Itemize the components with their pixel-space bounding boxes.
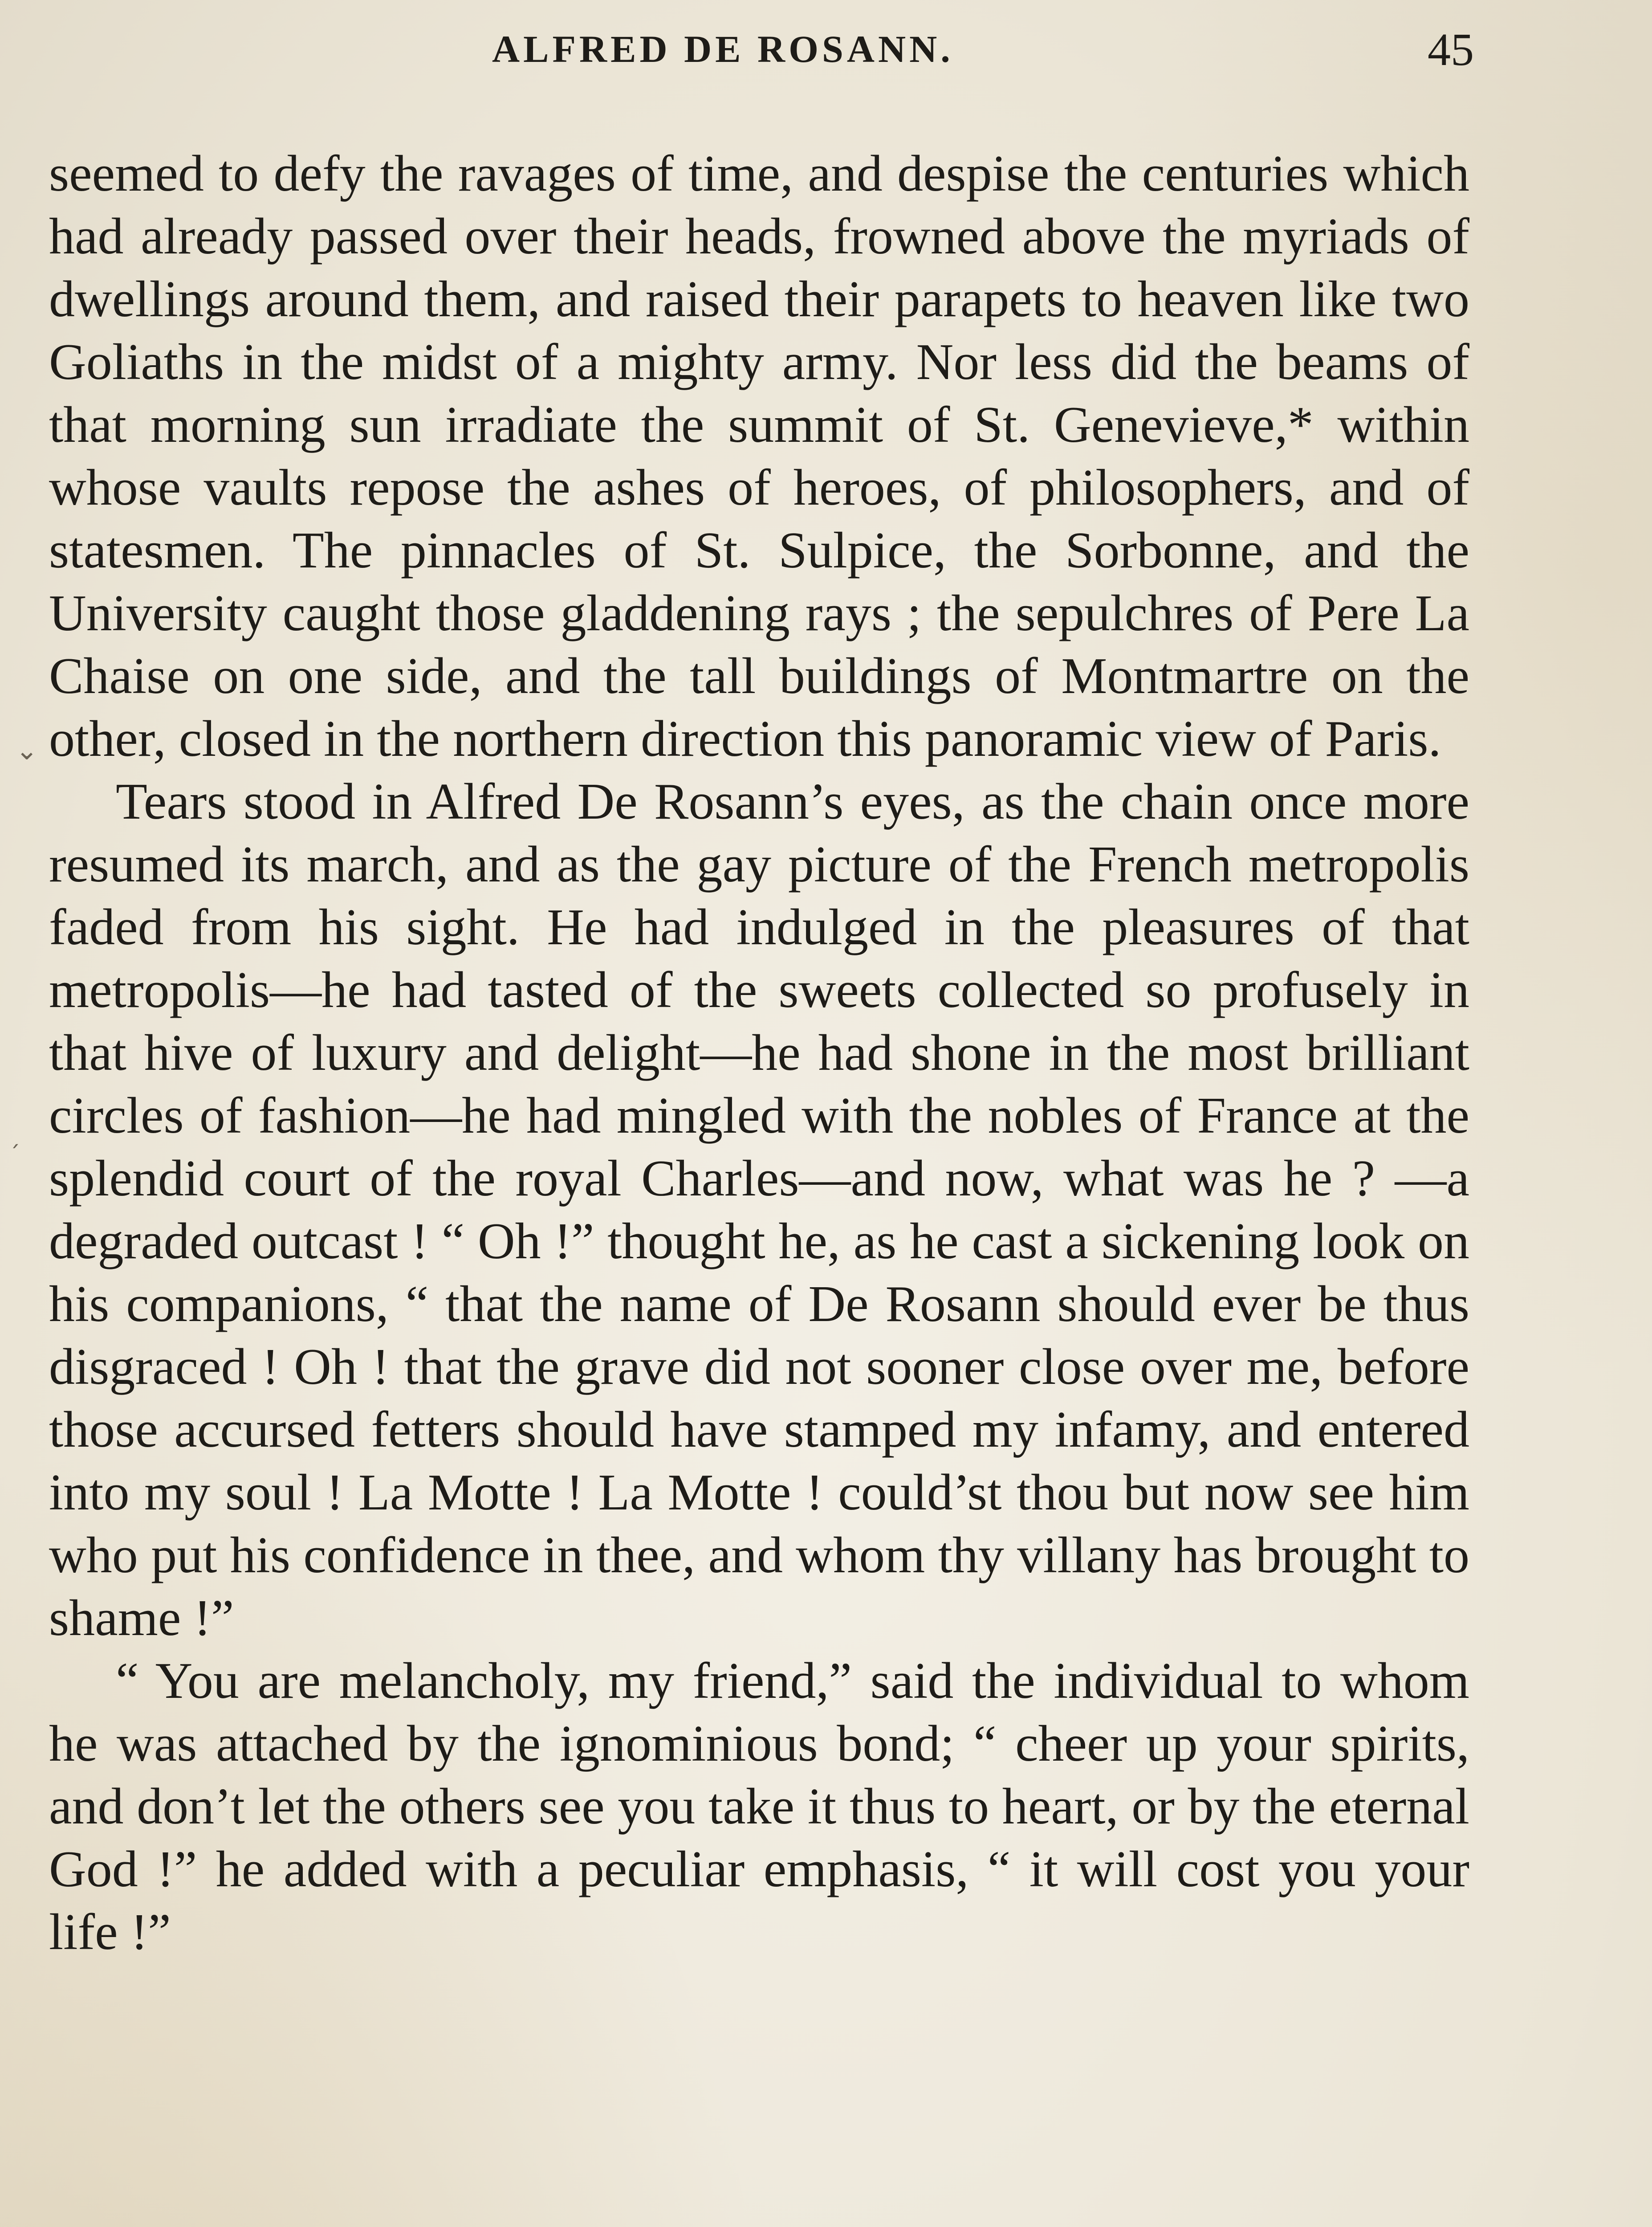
paragraph-3: “ You are melancholy, my friend,” said the individual to whom he was attached by the ignominious bond; “ cheer up your spirits, and don’t let the others see you take it thus to heart, or by the eternal God !” he added with a peculiar emphasis, “ it will cost you your life !” — [49, 1652, 1469, 1961]
paragraph-2: Tears stood in Alfred De Rosann’s eyes, as the chain once more resumed its march, and as the gay picture of the French metropolis faded from his sight. He had indulged in the pleasures of that metropolis—he had tasted of the sweets collected so profusely in that hive of luxury and delight—he had shone in the most brilliant circles of fashion—he had mingled with the nobles of France at the splendid court of the royal Charles—and now, what was he ? —a degraded outcast ! “ Oh !” thought he, as he cast a sickening look on his companions, “ that the name of De Rosann should ever be thus disgraced ! Oh ! that the grave did not sooner close over me, before those accursed fetters should have stamped my infamy, and entered into my soul ! La Motte ! La Motte ! could’st thou but now see him who put his confidence in thee, and whom thy villany has brought to shame !” — [49, 773, 1469, 1647]
margin-tick-mark: ˏ — [9, 1122, 20, 1148]
paragraph-1: seemed to defy the ravages of time, and despise the centuries which had already passed over their heads, frowned above the myriads of dwellings around them, and raised their parapets to heaven like two Goliaths in the midst of a mighty army. Nor less did the beams of that morning sun irradiate the summit of St. Genevieve,* within whose vaults repose the ashes of heroes, of philosophers, and of statesmen. The pinnacles of St. Sulpice, the Sorbonne, and the University caught those gladdening rays ; the sepulchres of Pere La Chaise on one side, and the tall buildings of Montmartre on the other, closed in the northern direction this panoramic view of Paris. — [49, 145, 1469, 767]
running-header: ALFRED DE ROSANN. — [492, 28, 954, 70]
margin-tick-mark: ⌄ — [16, 735, 38, 766]
body-text — [49, 143, 1469, 1964]
page-number: 45 — [1428, 24, 1474, 75]
